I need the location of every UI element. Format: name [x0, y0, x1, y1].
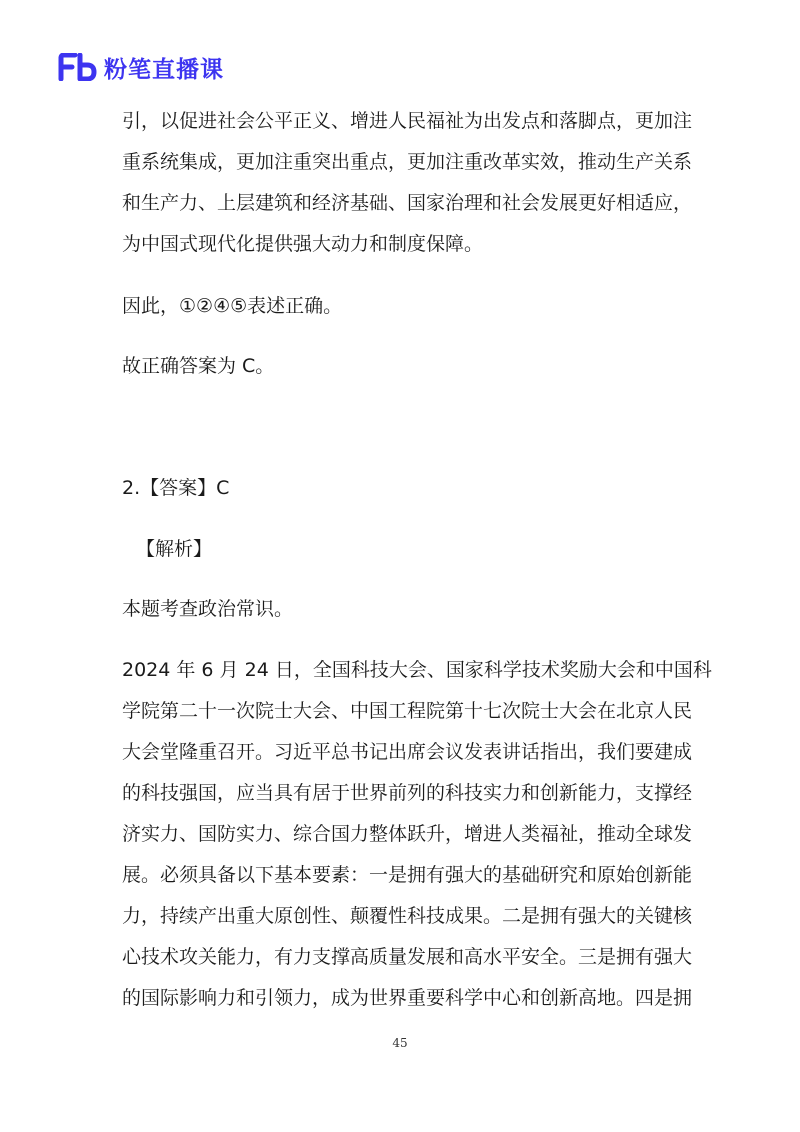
question-2-answer: 2.【答案】C [122, 477, 230, 499]
text-line: 和生产力、上层建筑和经济基础、国家治理和社会发展更好相适应， [122, 192, 693, 214]
text-line: 展。必须具备以下基本要素：一是拥有强大的基础研究和原始创新能 [122, 864, 693, 886]
text-line: 力，持续产出重大原创性、颠覆性科技成果。二是拥有强大的关键核 [122, 905, 693, 927]
paragraph-conclusion [122, 101, 692, 265]
text-line: 大会堂隆重召开。习近平总书记出席会议发表讲话指出，我们要建成 [122, 741, 693, 763]
logo-text: 粉笔直播课 [104, 56, 224, 83]
text-line: 重系统集成，更加注重突出重点，更加注重改革实效，推动生产关系 [122, 151, 693, 173]
analysis-label: 【解析】 [136, 538, 213, 560]
text-line: 学院第二十一次院士大会、中国工程院第十七次院士大会在北京人民 [122, 700, 693, 722]
correct-answer-line: 故正确答案为 C。 [122, 355, 275, 377]
text-line: 济实力、国防实力、综合国力整体跃升，增进人类福祉，推动全球发 [122, 823, 693, 845]
text-line: 为中国式现代化提供强大动力和制度保障。 [122, 233, 484, 255]
fb-logo-icon [58, 53, 98, 81]
text-line: 的科技强国，应当具有居于世界前列的科技实力和创新能力，支撑经 [122, 782, 693, 804]
text-line: 2024 年 6 月 24 日，全国科技大会、国家科学技术奖励大会和中国科 [122, 659, 712, 681]
paragraph-analysis [122, 650, 712, 1019]
topic-line: 本题考查政治常识。 [122, 598, 294, 620]
text-line: 引，以促进社会公平正义、增进人民福祉为出发点和落脚点，更加注 [122, 110, 693, 132]
brand-logo [58, 52, 224, 82]
page-number: 45 [392, 1036, 408, 1050]
text-line: 心技术攻关能力，有力支撑高质量发展和高水平安全。三是拥有强大 [122, 946, 693, 968]
correct-statements: 因此，①②④⑤表述正确。 [122, 295, 343, 317]
text-line: 的国际影响力和引领力，成为世界重要科学中心和创新高地。四是拥 [122, 987, 693, 1009]
